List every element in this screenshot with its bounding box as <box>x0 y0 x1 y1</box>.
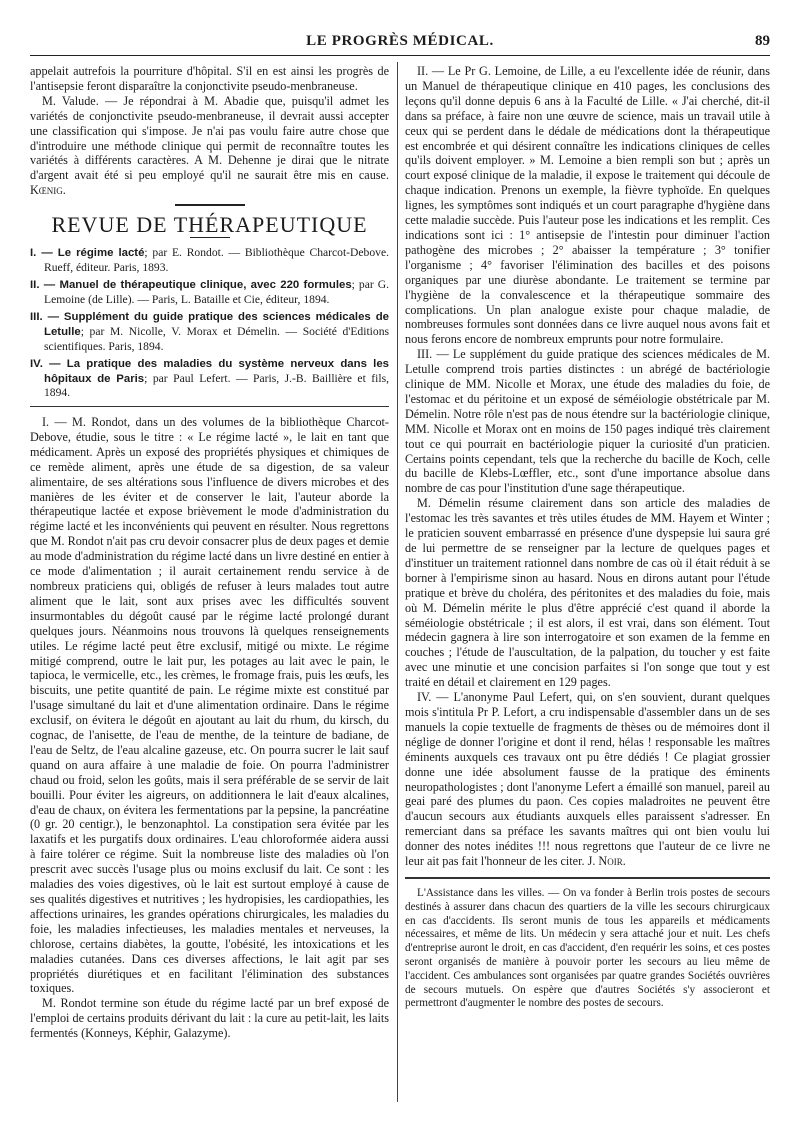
news-note <box>405 887 770 1011</box>
right-column <box>405 64 770 1011</box>
paragraph-lemoine: II. — Le Pr G. Lemoine, de Lille, a eu l'excellente idée de réunir, dans un Manuel de thérapeutique clinique en 410 pages, les conclusions des leçons qu'il donne depuis 6 ans à la Faculté de Lille. « J'ai cherché, dit-il dans sa préface, à faire non une œuvre de science, mais un travail utile à ceux qui se perdent dans le dédale de médications dont la thérapeutique est encombrée et qui désirent connaître les indications cliniques de celles qu'ils doivent employer. » M. Lemoine a bien rempli son but ; après un court exposé clinique de la maladie, il expose le traitement qui découle de chaque indication. Prenons un exemple, la fièvre typhoïde. En quelques lignes, les symptômes sont indiqués et un court paragraphe d'hygiène dans cette maladie succède. Puis l'auteur pose les indications et les remplit. Ces indications sont ici : 1° antisepsie de l'intestin pour diminuer l'action pathogène des microbes ; 2° abaisser la température ; 3° tonifier l'organisme ; 4° favoriser l'élimination des bacilles et des poisons organiques par une diurèse abondante. Le traitement se termine par l'hygiène de la convalescence et la thérapeutique sommaire des complications. Un plan analogue existe pour chaque maladie, de nombreuses formules sont données dans ce livre auquel nous avons fait et nous ferons encore de nombreux emprunts pour notre formulaire. <box>405 64 770 347</box>
paragraph-valude <box>30 94 389 198</box>
journal-title: LE PROGRÈS MÉDICAL. <box>306 33 494 49</box>
page-number: 89 <box>755 33 770 49</box>
section-title: REVUE DE THÉRAPEUTIQUE <box>51 212 368 238</box>
reference-details: ; par G. Lemoine (de Lille). — Paris, L. Bataille et Cie, éditeur, 1894. <box>44 278 390 306</box>
reference-details: ; par Paul Lefert. — Paris, J.-B. Baillière et fils, 1894. <box>44 371 389 400</box>
reference-heading: IV. — La pratique des maladies du système nerveux dans les hôpitaux de Paris <box>30 358 389 385</box>
signature-koenig: Kœnig. <box>30 183 66 198</box>
reference-heading: I. — Le régime lacté <box>30 247 145 260</box>
reference-details: ; par M. Nicolle, V. Morax et Démelin. — Société d'Editions scientifiques. Paris, 1894. <box>44 325 389 353</box>
title-underline <box>190 237 230 238</box>
note-divider <box>405 877 770 879</box>
reference-1 <box>30 246 389 274</box>
paragraph-demelin: M. Démelin résume clairement dans son article des maladies de l'estomac les très savantes et très utiles études de MM. Hayem et Winter ; le praticien souvent embarrassé en présence d'une dyspepsie lui saura gré de lui permettre de se renseigner par la lecture de quelques pages et d'instituer un traitement rationnel dans nombre de cas où il était réduit à se borner à l'empirisme sinon au hasard. Nous en dirons autant pour l'étude pratique et brève du choléra, des péritonites et des maladies du foie, mais où M. Démelin mérite le plus d'être apprécié c'est quand il aborde la séméiologie obstétricale ; il est alors, il est vrai, dans son élément. Tout médecin gagnera à lire son interrogatoire et son examen de la femme en couches ; l'étude de l'auscultation, de la palpation, du toucher y est faite avec une minutie et une concision parfaites si l'on songe que tout y est traité en détail et clairement en 129 pages. <box>405 496 770 690</box>
note-assistance: L'Assistance dans les villes. — On va fonder à Berlin trois postes de secours destinés à assurer dans chacun des quartiers de la ville les secours chirurgicaux en cas d'accidents. Ils seront munis de tous les appareils et médicaments nécessaires, et même de lits. Un médecin y sera attaché jour et nuit. Les chefs d'entreprise auront le droit, en cas d'accident, d'en requérir les soins, et ces postes seront organisés de manière à pouvoir porter les secours au lieu même de l'accident. Ces ambulances sont organisées par quatre grandes Sociétés ouvrières de secours mutuels. On espère que d'autres Sociétés s'y associeront et permettront d'augmenter le nombre des postes de secours. <box>405 886 770 1010</box>
references-divider <box>30 406 389 407</box>
paragraph-lefert <box>405 690 770 869</box>
reference-heading: III. — Supplément du guide pratique des sciences médicales de Letulle <box>30 311 389 339</box>
section-divider <box>175 204 245 206</box>
paragraph-rondot: I. — M. Rondot, dans un des volumes de la bibliothèque Charcot-Debove, étudie, sous le titre : « Le régime lacté », le lait en tant que médicament. Après un exposé des propriétés physiques et chimiques de ce remède aliment, après une étude de sa digestion, de sa valeur alimentaire, de ses altérations sous l'influence de divers microbes et des manières de les éviter et de conserver le lait, l'auteur aborde la thérapeutique lactée et expose brièvement le mode d'administration du régime lacté et les inconvénients qui peuvent en résulter. Nous regrettons que M. Rondot n'ait pas cru devoir consacrer plus de deux pages et demie au mode d'administration du régime lacté dans un livre destiné en entier à ce mode d'alimentation ; il aurait certainement rendu service à de nombreux praticiens qui, obligés de refuser à leurs malades tout autre aliment que le lait, sont aux prises avec les difficultés souvent insurmontables du dégoût causé par le régime lacté prolongé durant quelques jours. Néanmoins nous trouvons là quelques renseignements utiles. Le régime lacté peut être exclusif, mitigé ou mixte. Le régime mitigé comprend, outre le lait pur, les potages au lait avec le pain, le tapioca, le vermicelle, etc., les crèmes, le fromage frais, puis les œufs, les biscuits, une petite quantité de pain. Le régime mixte est constitué par l'usage simultané du lait et d'une alimentation ordinaire. Dans le régime exclusif, on évitera le dégoût en ajoutant au lait du rhum, du kirsch, du cognac, de l'anisette, de l'eau de menthe, de la teinture de badiane, de l'eau de Seltz, de l'eau alcaline gazeuse, etc. On pourra sucrer le lait sauf quand on aura affaire à une maladie de foie. On pourra l'administrer chaud ou froid, selon les goûts, mais il sera préférable de se servir de lait bouilli. Pour éviter les aigreurs, on additionnera le lait d'eaux alcalines, d'eau de chaux, on évitera les fermentations par la pepsine, la pancréatine (0 gr. 20 centigr.), le benzonaphtol. La constipation sera évitée par les laxatifs et les purgatifs doux ordinaires. L'eau chloroformée aidera aussi à faire tolérer ce régime. Suit la nombreuse liste des maladies où l'on prescrit avec succès l'usage plus ou moins exclusif du lait. Ce sont : les maladies des voies digestives, où le lait est surtout employé à cause de ses qualités digestives et nutritives ; les hydropisies, les cardiopathies, les affections urinaires, les grandes opérations chirurgicales, les maladies du foie, les maladies infectieuses, les maladies mentales et nerveuses, la chlorose, certains diabètes, la goutte, l'obésité, les intoxications et les maladies cutanées. Dans ces diverses affections, le lait agit par ses propriétés diurétiques et en facilitant l'élimination des substances toxiques. <box>30 415 389 996</box>
paragraph-letulle: III. — Le supplément du guide pratique des sciences médicales de M. Letulle comprend trois parties distinctes : un abrégé de bactériologie clinique de MM. Nicolle et Morax, une étude des maladies du foie, de l'estomac et du péritoine et un exposé de séméiologie obstétricale par M. Démelin. Notre rôle n'est pas de nous étendre sur la bactériologie clinique, MM. Nicolle et Morax ont en moins de 150 pages indiqué très clairement tout ce qui pourrait en bactériologie piquer la curiosité d'un praticien. Certains points cependant, tels que la recherche du bacille de Koch, celle du bacille de Klebs-Lœffler, etc., sont d'une importance absolue dans nombre de cas pour l'institution d'une sage thérapeutique. <box>405 347 770 496</box>
column-divider <box>397 62 398 1102</box>
reference-heading: II. — Manuel de thérapeutique clinique, avec 220 formules <box>30 279 352 292</box>
reference-4 <box>30 357 389 400</box>
paragraph-text: M. Valude. — Je répondrai à M. Abadie que, puisqu'il admet les variétés de conjonctivite pseudo-menbraneuse, il devrait aussi accepter une classification qui s'impose. Je n'ai pas voulu faire autre chose que d'introduire une méthode clinique qui permit de reconnaître toutes les variétés à différents caractères. A M. Dehenne je dirai que le nitrate d'argent avait été si peu employé qu'il ne saurait être mis en cause. <box>30 93 389 183</box>
paragraph-rondot-conclusion: M. Rondot termine son étude du régime lacté par un bref exposé de l'emploi de certains produits dérivant du lait : la cure au petit-lait, les laits fermentés (Konneys, Képhir, Galazyme). <box>30 996 389 1041</box>
reference-details: ; par E. Rondot. — Bibliothèque Charcot-Debove. Rueff, éditeur. Paris, 1893. <box>44 246 389 274</box>
paragraph-continuation: appelait autrefois la pourriture d'hôpital. S'il en est ainsi les progrès de l'antisepsie feront disparaître la conjonctivite pseudo-menbraneuse. <box>30 64 389 93</box>
left-column <box>30 64 389 1041</box>
reference-3 <box>30 310 389 353</box>
running-header <box>30 33 770 56</box>
signature-noir: J. Noir. <box>587 854 626 869</box>
paragraph-text: IV. — L'anonyme Paul Lefert, qui, on s'en souvient, durant quelques mois s'intitula Pr P. Lefort, a cru indispensable d'assembler dans un de ses manuels la copie textuelle de fragments de thèses ou de mémoires dont il néglige de donner l'origine et dont il rend, hélas ! responsable les maîtres éminents auxquels ces travaux ont pu être dédiés ! Ce plagiat grossier donne une idée absolument fausse de la pratique des éminents neuropathologistes ; dont l'anonyme Lefert a émaillé son manuel, pareil au geai paré des plumes du paon. Ces copies maladroites ne peuvent être d'aucun secours aux étudiants auxquels elles paraissent s'adresser. En remerciant dans sa préface les savants maîtres qui ont bien voulu lui donner des notes inédites !!! nous regrettons que l'auteur de ce livre ne leur ait pas fait l'honneur de les citer. <box>405 690 770 869</box>
reference-2 <box>30 278 389 306</box>
